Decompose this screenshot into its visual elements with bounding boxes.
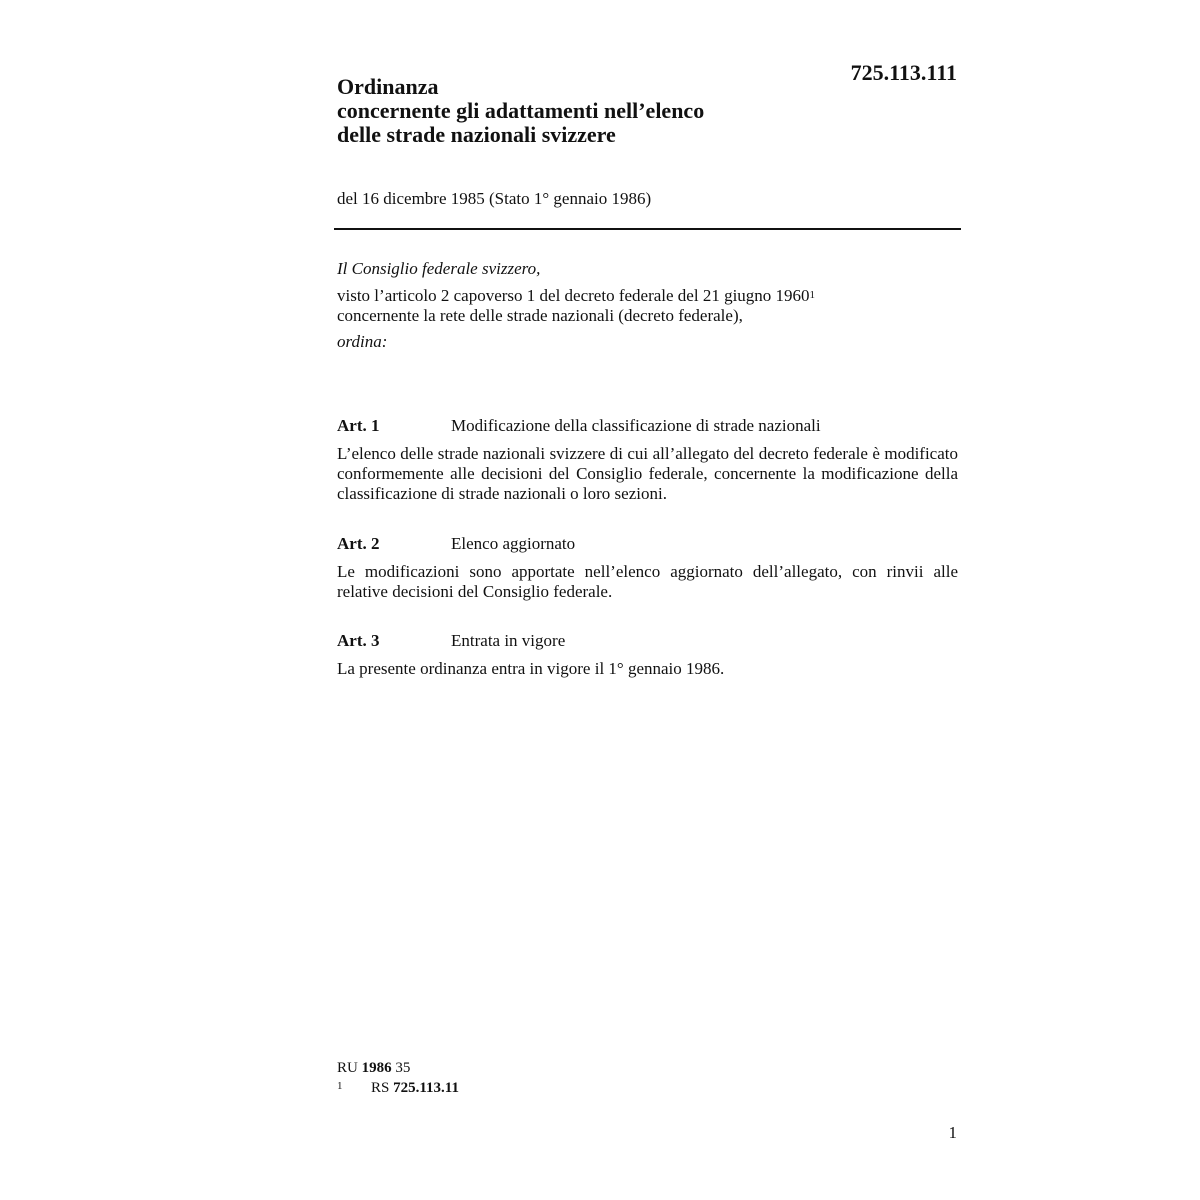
decree-formula: ordina: [337, 332, 388, 351]
article-title: Entrata in vigore [451, 631, 566, 650]
legal-basis [337, 286, 957, 326]
legal-basis-line-2: concernente la rete delle strade nazionali (decreto federale), [337, 306, 743, 325]
date-status-line: del 16 dicembre 1985 (Stato 1° gennaio 1986) [337, 189, 652, 208]
footnote-mark: 1 [337, 1080, 343, 1092]
footnote-sr-link[interactable]: 725.113.11 [393, 1080, 459, 1096]
ru-page: 35 [395, 1060, 411, 1076]
article-heading [337, 534, 958, 554]
title-line-1: Ordinanza [337, 74, 439, 99]
footnote-1 [337, 1078, 459, 1099]
preamble [337, 259, 957, 352]
article-number: Art. 3 [337, 631, 380, 650]
article-heading [337, 416, 958, 436]
article-2 [337, 534, 958, 602]
footnote-reference[interactable]: 1 [809, 289, 816, 301]
article-number: Art. 2 [337, 534, 380, 553]
article-text: Le modificazioni sono apportate nell’elenco aggiornato dell’allegato, con rinvii alle relative decisioni del Consiglio federale. [337, 562, 958, 601]
article-title: Modificazione della classificazione di strade nazionali [451, 416, 821, 435]
issuing-authority: Il Consiglio federale svizzero, [337, 259, 541, 278]
page-number: 1 [948, 1123, 957, 1142]
title-line-3: delle strade nazionali svizzere [337, 122, 616, 147]
article-heading [337, 631, 958, 651]
official-collection-reference [337, 1058, 459, 1078]
legal-basis-text-1: visto l’articolo 2 capoverso 1 del decreto federale del 21 giugno 1960 [337, 286, 810, 305]
article-number: Art. 1 [337, 416, 380, 435]
article-text: La presente ordinanza entra in vigore il 1° gennaio 1986. [337, 659, 725, 678]
ru-prefix: RU [337, 1060, 358, 1076]
title-line-2: concernente gli adattamenti nell’elenco [337, 98, 705, 123]
article-1 [337, 416, 958, 504]
legal-basis-line-1 [337, 286, 957, 306]
footnotes [337, 1058, 459, 1099]
article-text: L’elenco delle strade nazionali svizzere di cui all’allegato del decreto federale è modificato conformemente alle decisioni del Consiglio federale, concernente la modificazione della classificazione di strade nazionali o loro sezioni. [337, 444, 958, 503]
article-3 [337, 631, 958, 679]
sr-number: 725.113.111 [850, 60, 957, 85]
header-divider [334, 228, 961, 230]
footnote-text [371, 1078, 459, 1098]
ru-year: 1986 [361, 1060, 392, 1076]
footnote-prefix: RS [371, 1080, 390, 1096]
article-title: Elenco aggiornato [451, 534, 576, 553]
document-title [337, 75, 807, 147]
